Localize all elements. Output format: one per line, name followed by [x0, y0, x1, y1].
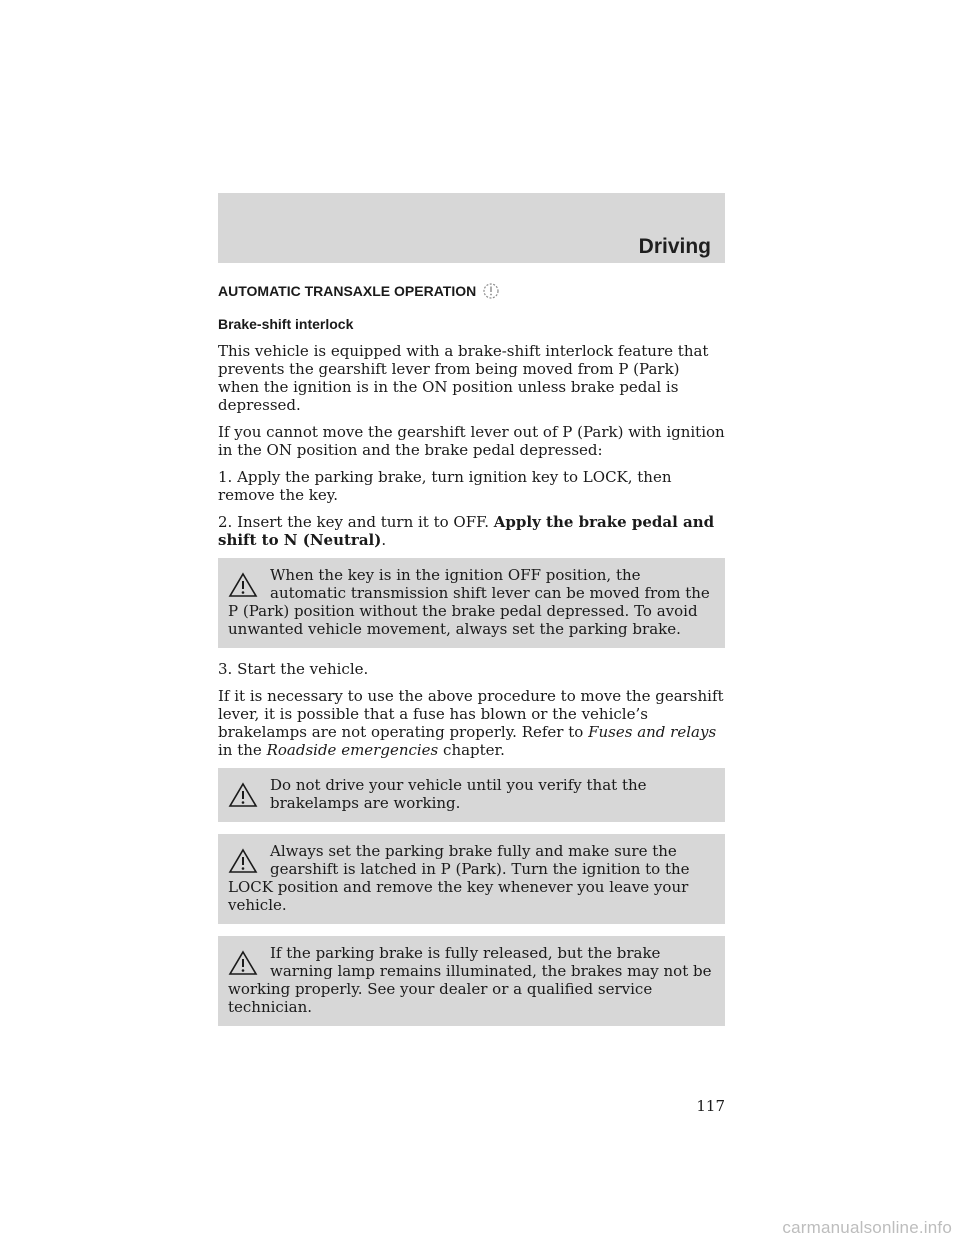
warning-triangle-icon [228, 782, 258, 808]
section-heading-text: AUTOMATIC TRANSAXLE OPERATION [218, 283, 477, 299]
warning-triangle-icon [228, 572, 258, 598]
step-1: 1. Apply the parking brake, turn ignition key to LOCK, then remove the key. [218, 468, 672, 504]
warning-box [218, 834, 725, 924]
section-heading [218, 281, 725, 301]
paragraph-fuse [218, 687, 725, 759]
warning-triangle-icon [228, 848, 258, 874]
warning-text: When the key is in the ignition OFF position, the automatic transmission shift lever can be moved from the P (Park) position without the brake pedal depressed. To avoid unwanted vehicle movement, always set the parking brake. [228, 566, 710, 638]
step-2-end: . [381, 531, 387, 549]
page-number: 117 [696, 1097, 725, 1115]
chapter-title: Driving [638, 235, 711, 258]
step-2 [218, 513, 725, 549]
paragraph-cannot-move: If you cannot move the gearshift lever out of P (Park) with ignition in the ON position and the brake pedal depressed: [218, 423, 725, 459]
warning-triangle-icon [228, 950, 258, 976]
subsection-heading: Brake-shift interlock [218, 316, 354, 332]
chapter-ref: Roadside emergencies [266, 741, 439, 759]
step-3: 3. Start the vehicle. [218, 660, 369, 678]
page-content [218, 281, 725, 1038]
gear-icon [480, 281, 502, 301]
warning-text: Always set the parking brake fully and make sure the gearshift is latched in P (Park). Turn the ignition to the LOCK position and remove the key whenever you leave your vehicle. [228, 842, 690, 914]
fuse-text-mid: in the [218, 741, 262, 759]
fuse-link-ref: Fuses and relays [588, 723, 717, 741]
warning-box [218, 936, 725, 1026]
fuse-text-start: If it is necessary to use the above procedure to move the gearshift lever, it is possible that a fuse has blown or the vehicle’s brakelamps are not operating properly. Refer to [218, 687, 724, 741]
step-2-bold: Apply the brake pedal and shift to N (Neutral) [218, 513, 715, 549]
step-2-text: 2. Insert the key and turn it to OFF. [218, 513, 489, 531]
warning-text: If the parking brake is fully released, but the brake warning lamp remains illuminated, the brakes may not be working properly. See your dealer or a qualified service technician. [228, 944, 712, 1016]
fuse-text-end: chapter. [443, 741, 505, 759]
warning-text: Do not drive your vehicle until you verify that the brakelamps are working. [270, 776, 647, 812]
watermark: carmanualsonline.info [782, 1218, 952, 1237]
warning-box [218, 558, 725, 648]
warning-box [218, 768, 725, 822]
chapter-header-band [218, 193, 725, 263]
paragraph-interlock: This vehicle is equipped with a brake-shift interlock feature that prevents the gearshift lever from being moved from P (Park) when the ignition is in the ON position unless brake pedal is depressed. [218, 342, 709, 414]
